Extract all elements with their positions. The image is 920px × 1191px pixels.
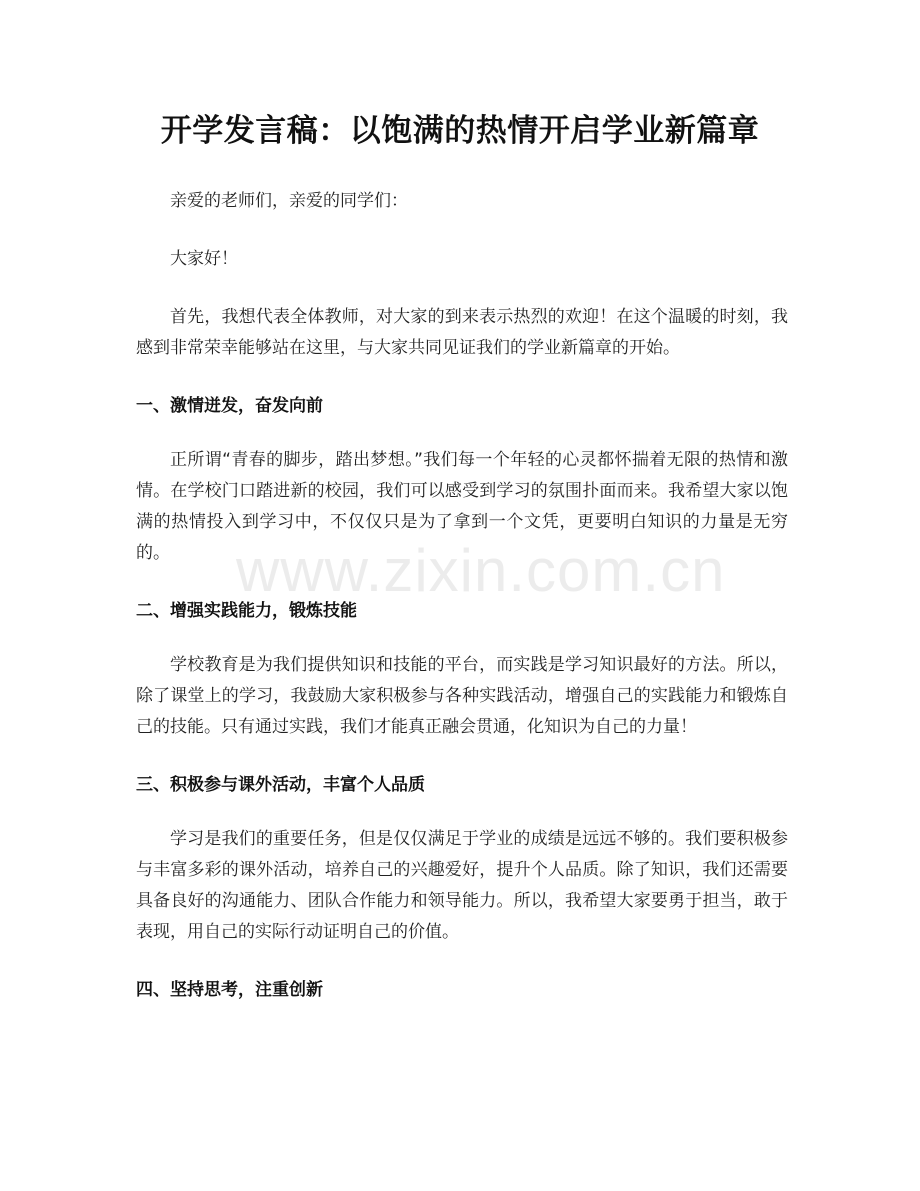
intro-paragraph: 首先，我想代表全体教师，对大家的到来表示热烈的欢迎！在这个温暖的时刻，我感到非常荣幸能够站在这里，与大家共同见证我们的学业新篇章的开始。 — [136, 307, 788, 358]
greeting-paragraph: 亲爱的老师们，亲爱的同学们： — [170, 191, 408, 211]
document-body — [136, 186, 788, 1029]
section-paragraph-1: 正所谓“青春的脚步，踏出梦想。”我们每一个年轻的心灵都怀揣着无限的热情和激情。在学校门口踏进新的校园，我们可以感受到学习的氛围扑面而来。我希望大家以饱满的热情投入到学习中，不仅仅只是为了拿到一个文凭，更要明白知识的力量是无穷的。 — [136, 450, 788, 563]
section-heading-1: 一、激情迸发，奋发向前 — [136, 396, 323, 416]
document-title: 开学发言稿：以饱满的热情开启学业新篇章 — [160, 113, 760, 149]
section-heading-3: 三、积极参与课外活动，丰富个人品质 — [136, 775, 425, 795]
section-heading-2: 二、增强实践能力，锻炼技能 — [136, 601, 357, 621]
section-paragraph-3: 学习是我们的重要任务，但是仅仅满足于学业的成绩是远远不够的。我们要积极参与丰富多彩的课外活动，培养自己的兴趣爱好，提升个人品质。除了知识，我们还需要具备良好的沟通能力、团队合作能力和领导能力。所以，我希望大家要勇于担当，敢于表现，用自己的实际行动证明自己的价值。 — [136, 829, 788, 942]
salutation-paragraph: 大家好！ — [170, 249, 238, 269]
watermark: www.zixin.com.cn — [236, 537, 726, 604]
section-heading-4: 四、坚持思考，注重创新 — [136, 980, 323, 1000]
section-paragraph-2: 学校教育是为我们提供知识和技能的平台，而实践是学习知识最好的方法。所以，除了课堂上的学习，我鼓励大家积极参与各种实践活动，增强自己的实践能力和锻炼自己的技能。只有通过实践，我们才能真正融会贯通，化知识为自己的力量！ — [136, 655, 788, 737]
